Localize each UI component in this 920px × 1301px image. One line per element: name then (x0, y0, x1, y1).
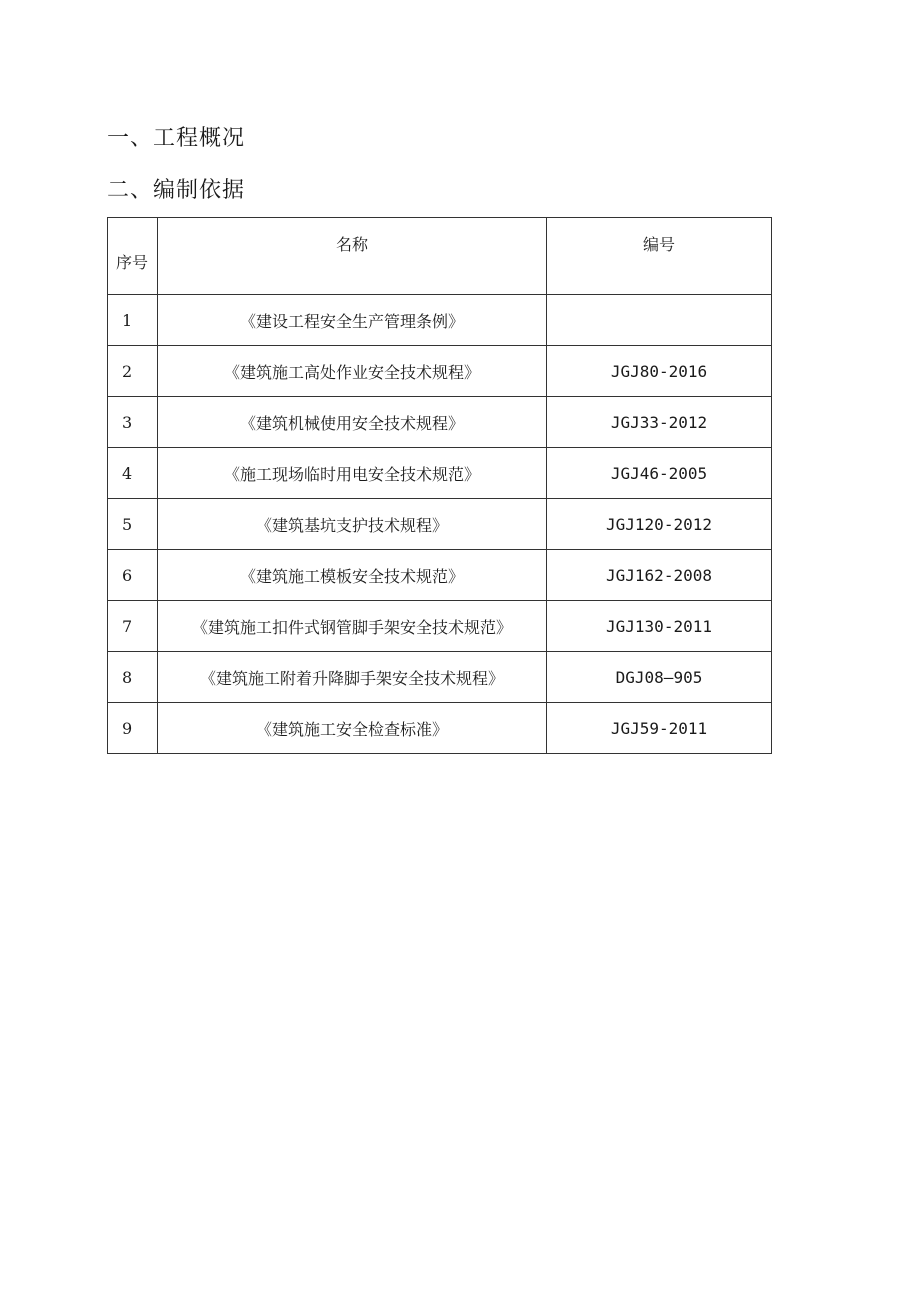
header-serial-number: 序号 (108, 218, 158, 295)
cell-serial-number: 9 (108, 703, 158, 754)
cell-name: 《建筑施工模板安全技术规范》 (158, 550, 547, 601)
cell-name: 《施工现场临时用电安全技术规范》 (158, 448, 547, 499)
reference-standards-table (107, 217, 772, 754)
section-heading-compilation-basis: 二、编制依据 (107, 178, 246, 203)
table-row (108, 346, 772, 397)
cell-serial-number: 2 (108, 346, 158, 397)
table-row (108, 550, 772, 601)
table-row (108, 652, 772, 703)
cell-name: 《建筑基坑支护技术规程》 (158, 499, 547, 550)
cell-serial-number: 3 (108, 397, 158, 448)
cell-name: 《建筑施工高处作业安全技术规程》 (158, 346, 547, 397)
section-heading-project-overview: 一、工程概况 (107, 126, 246, 151)
cell-code (547, 295, 772, 346)
table-header-row (108, 218, 772, 295)
cell-serial-number: 8 (108, 652, 158, 703)
cell-name: 《建筑施工扣件式钢管脚手架安全技术规范》 (158, 601, 547, 652)
cell-serial-number: 7 (108, 601, 158, 652)
table-row (108, 448, 772, 499)
cell-code: JGJ162-2008 (547, 550, 772, 601)
table-row (108, 601, 772, 652)
cell-serial-number: 1 (108, 295, 158, 346)
cell-name: 《建筑机械使用安全技术规程》 (158, 397, 547, 448)
table-row (108, 499, 772, 550)
cell-code: DGJ08—905 (547, 652, 772, 703)
header-code: 编号 (547, 218, 772, 295)
cell-code: JGJ59-2011 (547, 703, 772, 754)
cell-serial-number: 4 (108, 448, 158, 499)
cell-serial-number: 6 (108, 550, 158, 601)
header-name: 名称 (158, 218, 547, 295)
cell-serial-number: 5 (108, 499, 158, 550)
table-row (108, 703, 772, 754)
cell-code: JGJ80-2016 (547, 346, 772, 397)
table-row (108, 295, 772, 346)
cell-name: 《建筑施工安全检查标准》 (158, 703, 547, 754)
cell-code: JGJ33-2012 (547, 397, 772, 448)
cell-name: 《建筑施工附着升降脚手架安全技术规程》 (158, 652, 547, 703)
cell-name: 《建设工程安全生产管理条例》 (158, 295, 547, 346)
table-row (108, 397, 772, 448)
cell-code: JGJ120-2012 (547, 499, 772, 550)
cell-code: JGJ130-2011 (547, 601, 772, 652)
cell-code: JGJ46-2005 (547, 448, 772, 499)
